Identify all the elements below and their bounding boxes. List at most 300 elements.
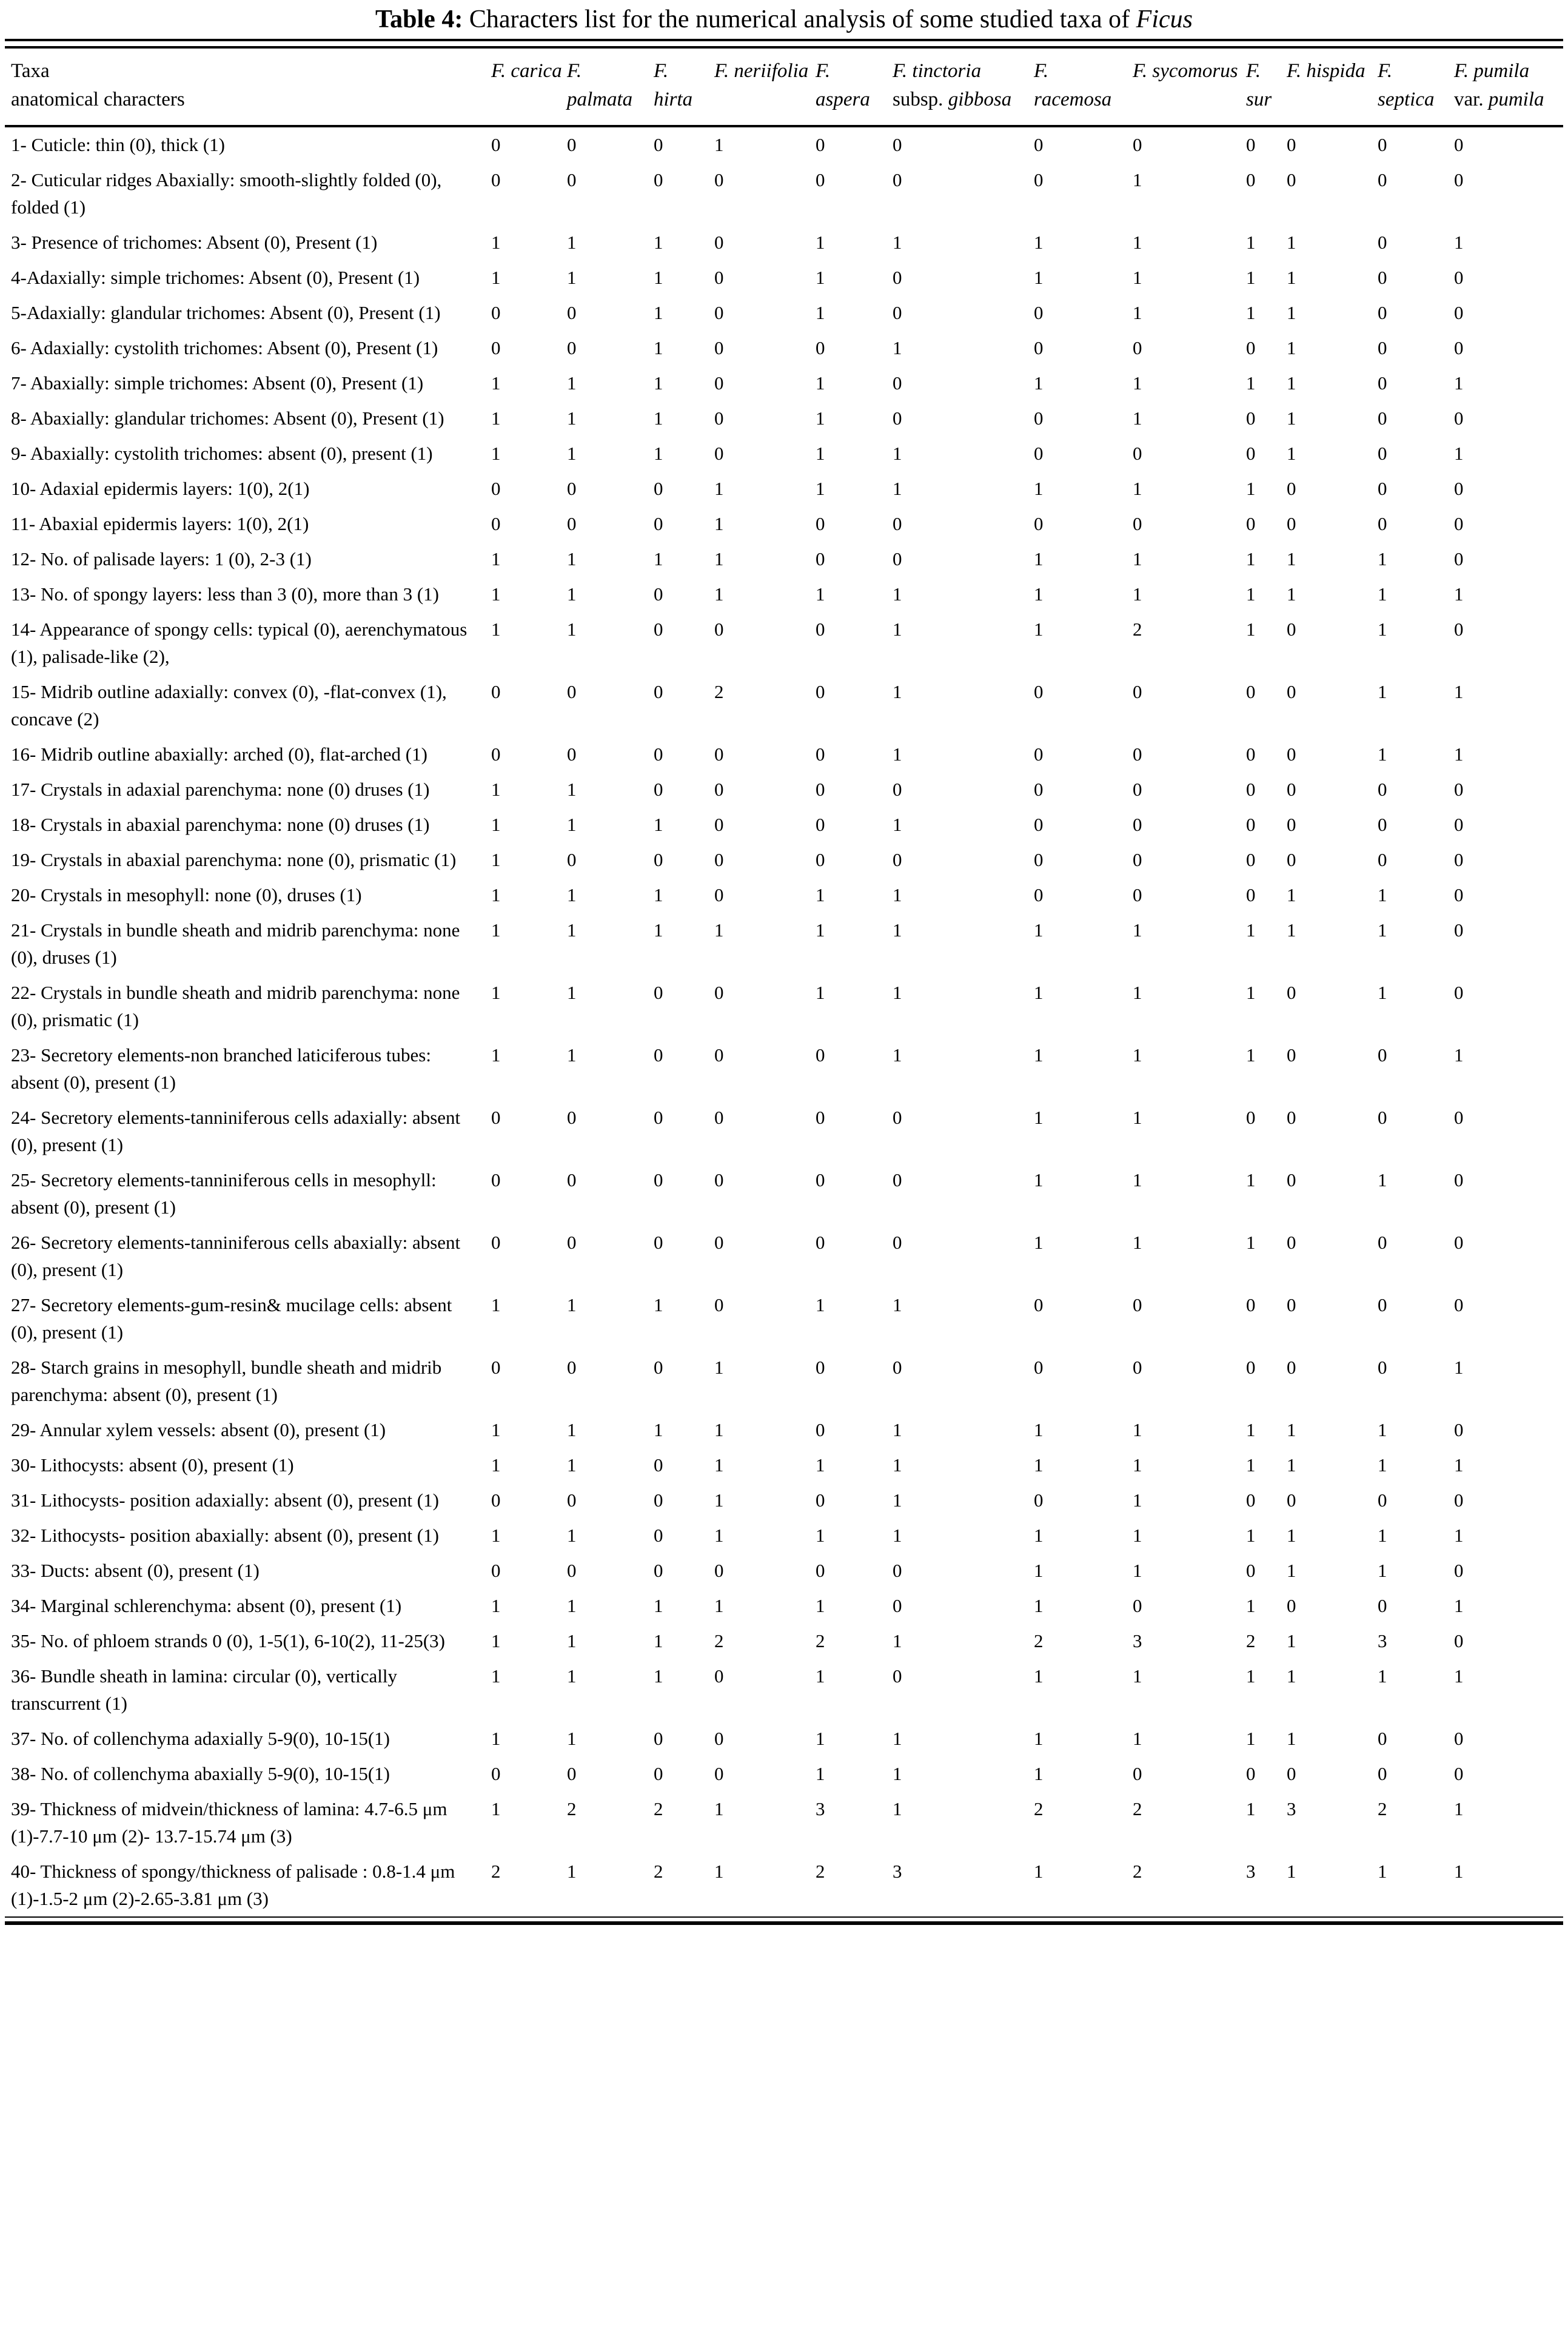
value-cell: 0: [893, 372, 902, 394]
value-cell: 0: [654, 1044, 663, 1066]
value-cell: 1: [816, 919, 825, 941]
value-cell: 0: [1246, 1357, 1256, 1379]
character-cell: 16- Midrib outline abaxially: arched (0), flat-arched (1): [11, 744, 427, 765]
value-cell: 0: [1454, 408, 1464, 429]
value-cell: 1: [893, 744, 902, 765]
value-cell: 0: [1034, 1294, 1044, 1316]
character-cell: 39- Thickness of midvein/thickness of lamina: 4.7-6.5 μm (1)-7.7-10 μm (2)- 13.7-15.74 μm (3): [11, 1798, 447, 1847]
character-cell: 8- Abaxially: glandular trichomes: Absent (0), Present (1): [11, 408, 444, 429]
value-cell: 1: [714, 1490, 724, 1511]
value-cell: 3: [893, 1861, 902, 1883]
value-cell: 1: [654, 814, 663, 836]
value-cell: 1: [893, 1294, 902, 1316]
table-row: [5, 842, 1563, 878]
value-cell: 0: [491, 1107, 501, 1129]
value-cell: 1: [1133, 1232, 1142, 1254]
text-segment: Ficus: [1136, 5, 1193, 33]
text-segment: F. tinctoria: [893, 60, 982, 82]
value-cell: 0: [893, 1232, 902, 1254]
value-cell: 0: [1454, 779, 1464, 801]
taxa-header-cell: [652, 49, 713, 126]
value-cell: 0: [1378, 169, 1387, 191]
table-row: [5, 878, 1563, 913]
value-cell: 0: [1378, 1728, 1387, 1750]
value-cell: 0: [567, 1232, 577, 1254]
character-cell: 1- Cuticle: thin (0), thick (1): [11, 134, 225, 156]
value-cell: 0: [491, 681, 501, 703]
value-cell: 0: [654, 779, 663, 801]
value-cell: 0: [654, 982, 663, 1004]
value-cell: 0: [654, 1454, 663, 1476]
value-cell: 1: [1034, 1665, 1044, 1687]
value-cell: 0: [654, 1169, 663, 1191]
value-cell: 0: [714, 302, 724, 324]
value-cell: 1: [1454, 1665, 1464, 1687]
value-cell: 0: [714, 982, 724, 1004]
value-cell: 0: [714, 1665, 724, 1687]
value-cell: 0: [567, 681, 577, 703]
value-cell: 1: [893, 919, 902, 941]
value-cell: 0: [893, 779, 902, 801]
value-cell: 1: [714, 1525, 724, 1547]
value-cell: 0: [1034, 779, 1044, 801]
value-cell: 1: [1246, 1419, 1256, 1441]
character-cell: 40- Thickness of spongy/thickness of palisade : 0.8-1.4 μm (1)-1.5-2 μm (2)-2.65-3.81 μm (3): [11, 1861, 455, 1910]
value-cell: 0: [714, 619, 724, 640]
value-cell: 1: [1133, 1560, 1142, 1582]
value-cell: 1: [1287, 1454, 1296, 1476]
value-cell: 1: [1034, 1763, 1044, 1785]
value-cell: 0: [714, 372, 724, 394]
value-cell: 0: [567, 1560, 577, 1582]
table-row: [5, 225, 1563, 260]
value-cell: 1: [1133, 982, 1142, 1004]
value-cell: 1: [1034, 1454, 1044, 1476]
value-cell: 1: [491, 1798, 501, 1820]
value-cell: 0: [816, 1560, 825, 1582]
value-cell: 1: [567, 232, 577, 254]
value-cell: 0: [1378, 1044, 1387, 1066]
value-cell: 1: [1454, 1525, 1464, 1547]
value-cell: 0: [893, 548, 902, 570]
value-cell: 0: [1454, 337, 1464, 359]
value-cell: 2: [567, 1798, 577, 1820]
value-cell: 1: [816, 1525, 825, 1547]
value-cell: 1: [1133, 1728, 1142, 1750]
table-row: [5, 542, 1563, 577]
value-cell: 0: [1246, 814, 1256, 836]
value-cell: 0: [1287, 1169, 1296, 1191]
value-cell: 0: [1454, 619, 1464, 640]
table-row: [5, 772, 1563, 807]
value-cell: 1: [1287, 919, 1296, 941]
value-cell: 1: [567, 1044, 577, 1066]
value-cell: 1: [491, 1595, 501, 1617]
value-cell: 1: [1378, 1861, 1387, 1883]
value-cell: 0: [816, 681, 825, 703]
character-cell: 33- Ducts: absent (0), present (1): [11, 1560, 260, 1582]
table-body: [5, 126, 1563, 1916]
value-cell: 1: [714, 1357, 724, 1379]
value-cell: 1: [893, 814, 902, 836]
value-cell: 1: [714, 513, 724, 535]
value-cell: 0: [1454, 1169, 1464, 1191]
value-cell: 0: [1133, 681, 1142, 703]
table-row: [5, 913, 1563, 975]
taxa-label-line2: anatomical characters: [11, 89, 185, 111]
value-cell: 0: [567, 1169, 577, 1191]
text-segment: Characters list for the numerical analysis of some studied taxa of: [463, 5, 1136, 33]
value-cell: 1: [1034, 548, 1044, 570]
value-cell: 1: [654, 919, 663, 941]
value-cell: 1: [1246, 1665, 1256, 1687]
value-cell: 0: [1133, 513, 1142, 535]
character-cell: 37- No. of collenchyma adaxially 5-9(0), 10-15(1): [11, 1728, 390, 1750]
value-cell: 1: [1034, 919, 1044, 941]
value-cell: 0: [1246, 1763, 1256, 1785]
value-cell: 0: [491, 1169, 501, 1191]
value-cell: 0: [1454, 302, 1464, 324]
value-cell: 0: [893, 1107, 902, 1129]
table-row: [5, 1448, 1563, 1483]
value-cell: 1: [1454, 1454, 1464, 1476]
value-cell: 0: [1378, 1232, 1387, 1254]
value-cell: 0: [654, 1357, 663, 1379]
value-cell: 1: [714, 583, 724, 605]
value-cell: 2: [816, 1630, 825, 1652]
value-cell: 0: [1378, 372, 1387, 394]
text-segment: F. neriifolia: [714, 60, 809, 82]
value-cell: 1: [893, 1798, 902, 1820]
value-cell: 0: [491, 302, 501, 324]
value-cell: 1: [893, 1763, 902, 1785]
table-row: [5, 674, 1563, 737]
character-cell: 23- Secretory elements-non branched laticiferous tubes: absent (0), present (1): [11, 1044, 431, 1093]
value-cell: 0: [654, 1728, 663, 1750]
value-cell: 0: [654, 1490, 663, 1511]
value-cell: 0: [654, 583, 663, 605]
value-cell: 0: [1287, 478, 1296, 500]
value-cell: 1: [1034, 982, 1044, 1004]
text-segment: F. aspera: [816, 60, 870, 111]
value-cell: 1: [1378, 884, 1387, 906]
value-cell: 1: [1454, 443, 1464, 465]
value-cell: 1: [1133, 919, 1142, 941]
value-cell: 0: [1454, 267, 1464, 289]
value-cell: 1: [893, 1044, 902, 1066]
value-cell: 0: [1246, 1107, 1256, 1129]
text-segment: F. septica: [1378, 60, 1435, 111]
table-row: [5, 577, 1563, 612]
value-cell: 1: [491, 814, 501, 836]
value-cell: 1: [714, 919, 724, 941]
table-bottom-rule: [5, 1916, 1563, 1925]
value-cell: 0: [1287, 1232, 1296, 1254]
value-cell: 0: [567, 169, 577, 191]
value-cell: 0: [1287, 169, 1296, 191]
value-cell: 1: [491, 982, 501, 1004]
table-row: [5, 506, 1563, 542]
value-cell: 0: [1378, 1763, 1387, 1785]
value-cell: 1: [816, 583, 825, 605]
value-cell: 1: [816, 1763, 825, 1785]
value-cell: 1: [1133, 1490, 1142, 1511]
value-cell: 0: [893, 513, 902, 535]
value-cell: 0: [714, 849, 724, 871]
taxa-header-cell: [566, 49, 652, 126]
value-cell: 0: [1378, 337, 1387, 359]
character-cell: 35- No. of phloem strands 0 (0), 1-5(1), 6-10(2), 11-25(3): [11, 1630, 445, 1652]
value-cell: 0: [714, 1044, 724, 1066]
value-cell: 1: [1133, 408, 1142, 429]
value-cell: 1: [1378, 744, 1387, 765]
value-cell: 0: [816, 337, 825, 359]
text-segment: F. palmata: [567, 60, 633, 111]
text-segment: F. carica: [491, 60, 562, 82]
value-cell: 2: [816, 1861, 825, 1883]
character-cell: 9- Abaxially: cystolith trichomes: absent (0), present (1): [11, 443, 433, 465]
value-cell: 1: [893, 1525, 902, 1547]
value-cell: 1: [567, 1294, 577, 1316]
value-cell: 0: [714, 1728, 724, 1750]
value-cell: 0: [491, 1232, 501, 1254]
characters-table: [5, 49, 1563, 1916]
value-cell: 1: [1454, 1595, 1464, 1617]
value-cell: 1: [893, 232, 902, 254]
table-row: [5, 1038, 1563, 1100]
value-cell: 1: [654, 372, 663, 394]
character-cell: 24- Secretory elements-tanniniferous cells adaxially: absent (0), present (1): [11, 1107, 461, 1156]
table-row: [5, 1588, 1563, 1624]
value-cell: 1: [491, 1294, 501, 1316]
value-cell: 1: [491, 1665, 501, 1687]
value-cell: 0: [567, 1490, 577, 1511]
character-cell: 10- Adaxial epidermis layers: 1(0), 2(1): [11, 478, 310, 500]
table-row: [5, 737, 1563, 772]
character-cell: 12- No. of palisade layers: 1 (0), 2-3 (1): [11, 548, 312, 570]
character-cell: 11- Abaxial epidermis layers: 1(0), 2(1): [11, 513, 309, 535]
value-cell: 0: [1378, 849, 1387, 871]
value-cell: 1: [1287, 1665, 1296, 1687]
value-cell: 1: [816, 267, 825, 289]
value-cell: 2: [1034, 1798, 1044, 1820]
value-cell: 1: [567, 1454, 577, 1476]
value-cell: 0: [567, 134, 577, 156]
value-cell: 0: [1034, 169, 1044, 191]
value-cell: 0: [567, 337, 577, 359]
value-cell: 1: [491, 1419, 501, 1441]
value-cell: 0: [816, 513, 825, 535]
value-cell: 1: [1133, 548, 1142, 570]
value-cell: 0: [1287, 744, 1296, 765]
table-row: [5, 1721, 1563, 1756]
table-row: [5, 1659, 1563, 1721]
value-cell: 0: [1133, 779, 1142, 801]
value-cell: 1: [567, 619, 577, 640]
value-cell: 0: [1287, 849, 1296, 871]
value-cell: 0: [654, 1232, 663, 1254]
character-cell: 30- Lithocysts: absent (0), present (1): [11, 1454, 294, 1476]
value-cell: 0: [654, 513, 663, 535]
value-cell: 2: [714, 1630, 724, 1652]
value-cell: 0: [1246, 849, 1256, 871]
value-cell: 0: [1133, 814, 1142, 836]
value-cell: 0: [654, 1107, 663, 1129]
value-cell: 1: [1034, 1169, 1044, 1191]
value-cell: 1: [1246, 1169, 1256, 1191]
value-cell: 1: [1133, 169, 1142, 191]
value-cell: 0: [893, 1169, 902, 1191]
value-cell: 1: [1133, 1044, 1142, 1066]
value-cell: 0: [816, 169, 825, 191]
value-cell: 1: [1246, 372, 1256, 394]
value-cell: 0: [1287, 1763, 1296, 1785]
value-cell: 0: [1454, 1763, 1464, 1785]
value-cell: 0: [1378, 478, 1387, 500]
value-cell: 0: [1034, 1490, 1044, 1511]
value-cell: 1: [816, 302, 825, 324]
value-cell: 0: [816, 744, 825, 765]
value-cell: 1: [1246, 619, 1256, 640]
character-cell: 2- Cuticular ridges Abaxially: smooth-slightly folded (0), folded (1): [11, 169, 442, 218]
value-cell: 1: [1287, 1419, 1296, 1441]
value-cell: 1: [491, 1525, 501, 1547]
value-cell: 1: [1034, 1728, 1044, 1750]
value-cell: 0: [1287, 982, 1296, 1004]
character-cell: 31- Lithocysts- position adaxially: absent (0), present (1): [11, 1490, 439, 1511]
value-cell: 1: [1246, 478, 1256, 500]
value-cell: 1: [1454, 232, 1464, 254]
value-cell: 1: [1246, 302, 1256, 324]
value-cell: 1: [1246, 982, 1256, 1004]
value-cell: 0: [1454, 548, 1464, 570]
table-row: [5, 1792, 1563, 1854]
table-header: [5, 49, 1563, 126]
value-cell: 0: [1287, 1490, 1296, 1511]
text-segment: F. sur: [1246, 60, 1272, 111]
value-cell: 1: [654, 267, 663, 289]
value-cell: 1: [893, 982, 902, 1004]
value-cell: 1: [1378, 583, 1387, 605]
text-segment: F. sycomorus: [1133, 60, 1238, 82]
value-cell: 0: [816, 1107, 825, 1129]
value-cell: 0: [1034, 849, 1044, 871]
value-cell: 0: [1378, 814, 1387, 836]
value-cell: 0: [714, 169, 724, 191]
character-cell: 20- Crystals in mesophyll: none (0), druses (1): [11, 884, 362, 906]
value-cell: 0: [893, 1357, 902, 1379]
value-cell: 1: [1378, 548, 1387, 570]
value-cell: 0: [1133, 1763, 1142, 1785]
value-cell: 0: [1378, 1595, 1387, 1617]
value-cell: 1: [1246, 1454, 1256, 1476]
value-cell: 1: [1034, 619, 1044, 640]
character-cell: 21- Crystals in bundle sheath and midrib parenchyma: none (0), druses (1): [11, 919, 460, 969]
value-cell: 0: [567, 302, 577, 324]
value-cell: 0: [491, 1357, 501, 1379]
value-cell: 0: [893, 134, 902, 156]
character-cell: 7- Abaxially: simple trichomes: Absent (0), Present (1): [11, 372, 424, 394]
value-cell: 0: [1133, 1294, 1142, 1316]
value-cell: 0: [567, 1763, 577, 1785]
value-cell: 1: [567, 1630, 577, 1652]
value-cell: 0: [1246, 1294, 1256, 1316]
value-cell: 0: [1454, 1490, 1464, 1511]
value-cell: 1: [1034, 1525, 1044, 1547]
value-cell: 0: [714, 232, 724, 254]
table-row: [5, 1756, 1563, 1792]
value-cell: 0: [567, 744, 577, 765]
value-cell: 0: [1454, 1232, 1464, 1254]
value-cell: 1: [816, 1454, 825, 1476]
table-top-rule: [5, 39, 1563, 49]
taxa-header-cell: [891, 49, 1033, 126]
value-cell: 0: [1454, 1728, 1464, 1750]
table-row: [5, 1483, 1563, 1518]
value-cell: 0: [816, 849, 825, 871]
value-cell: 1: [1287, 232, 1296, 254]
value-cell: 1: [1454, 1044, 1464, 1066]
value-cell: 1: [1378, 681, 1387, 703]
value-cell: 0: [1034, 1357, 1044, 1379]
value-cell: 0: [1454, 884, 1464, 906]
value-cell: 1: [893, 884, 902, 906]
value-cell: 1: [1378, 1560, 1387, 1582]
value-cell: 1: [567, 884, 577, 906]
character-cell: 36- Bundle sheath in lamina: circular (0), vertically transcurrent (1): [11, 1665, 397, 1715]
value-cell: 0: [714, 814, 724, 836]
value-cell: 1: [714, 478, 724, 500]
value-cell: 0: [1133, 337, 1142, 359]
value-cell: 1: [714, 134, 724, 156]
value-cell: 1: [1133, 1169, 1142, 1191]
value-cell: 1: [1034, 372, 1044, 394]
table-row: [5, 975, 1563, 1038]
value-cell: 1: [1454, 372, 1464, 394]
value-cell: 1: [893, 619, 902, 640]
value-cell: 1: [1034, 1419, 1044, 1441]
value-cell: 0: [1454, 982, 1464, 1004]
value-cell: 0: [816, 1490, 825, 1511]
value-cell: 0: [714, 267, 724, 289]
value-cell: 1: [567, 1665, 577, 1687]
value-cell: 0: [816, 814, 825, 836]
value-cell: 0: [1034, 408, 1044, 429]
text-segment: F. racemosa: [1034, 60, 1112, 111]
value-cell: 1: [491, 372, 501, 394]
value-cell: 0: [893, 1560, 902, 1582]
value-cell: 0: [714, 1763, 724, 1785]
character-cell: 26- Secretory elements-tanniniferous cells abaxially: absent (0), present (1): [11, 1232, 461, 1281]
value-cell: 1: [567, 443, 577, 465]
table-row: [5, 163, 1563, 225]
value-cell: 0: [816, 1419, 825, 1441]
value-cell: 1: [491, 1044, 501, 1066]
value-cell: 1: [1034, 583, 1044, 605]
value-cell: 1: [816, 1728, 825, 1750]
text-segment: gibbosa: [948, 89, 1012, 111]
value-cell: 1: [816, 884, 825, 906]
value-cell: 0: [1246, 513, 1256, 535]
value-cell: 1: [1034, 1107, 1044, 1129]
value-cell: 0: [1246, 681, 1256, 703]
value-cell: 1: [654, 408, 663, 429]
value-cell: 0: [1378, 302, 1387, 324]
taxa-header-cell: [1245, 49, 1285, 126]
value-cell: 1: [491, 919, 501, 941]
value-cell: 3: [1246, 1861, 1256, 1883]
value-cell: 1: [1246, 1232, 1256, 1254]
